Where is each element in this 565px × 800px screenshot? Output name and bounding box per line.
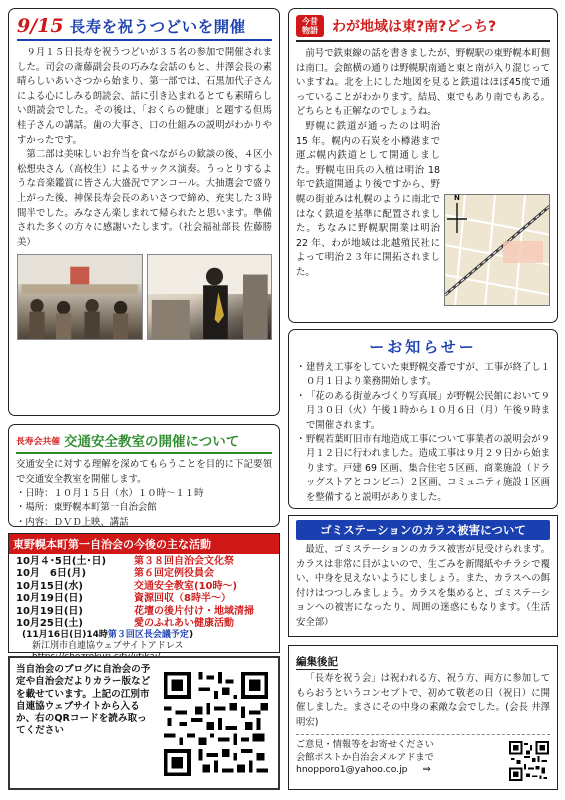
schedule-row — [16, 581, 272, 593]
notice-text: 「花のある街並みづくり写真展」が野幌公民館において９月３０日（火）午後１時から１０月６日（月）午後９時まで開催されます。 — [306, 390, 550, 431]
article-history-badge: 今昔物語 — [296, 15, 324, 37]
article-schedule — [8, 533, 280, 653]
schedule-event: 愛のふれあい健康活動 — [134, 618, 234, 630]
schedule-date: 10月19日(日) — [16, 605, 83, 617]
article-longevity-date: 9/15 — [17, 15, 64, 37]
blog-text: 当自治会のブログに自治会の予定や自治会だよりカラー版などを載せています。上記の江別市自連協ウェブサイトから入るか、右のQRコードを読み取ってください — [16, 664, 151, 737]
article-history-title: わが地域は東?南?どっち? — [332, 19, 497, 35]
schedule-date: 10月19日(日) — [16, 593, 83, 605]
article-traffic-header — [16, 430, 272, 454]
schedule-note-highlight: 第３回区長会議予定 — [107, 630, 189, 641]
notice-bullet: ・ — [296, 390, 306, 402]
saxophone-performance-photo — [147, 254, 273, 340]
notice-text: 建替え工事をしていた東野幌交番ですが、工事が終了し１０月１日より業務開始します。 — [306, 362, 550, 388]
article-traffic-item-date: ・日時：１０月１５日（水）１０時～１１時 — [16, 488, 204, 500]
article-garbage-title: ゴミステーションのカラス被害について — [296, 520, 550, 540]
article-traffic-item-place: ・場所：東野幌本町第一自治会館 — [16, 502, 157, 514]
reading-event-photo — [17, 254, 143, 340]
contact-qr-code-icon[interactable] — [509, 741, 549, 781]
editor-divider — [296, 734, 550, 735]
article-garbage-crows — [288, 515, 558, 637]
notice-item — [296, 390, 550, 433]
article-longevity-title: 長寿を祝うつどいを開催 — [69, 18, 246, 36]
article-notices — [288, 329, 558, 509]
article-traffic-intro: 交通安全に対する理解を深めてもらうことを目的に下記要領で交通安全教室を開催します。 — [16, 459, 272, 485]
article-garbage-body: 最近、ゴミステーションのカラス被害が見受けられます。カラスは非常に目がよいので、生ごみを新聞紙やチラシで覆い、中身を見えないようにしましょう。また、カラスへの餌付けはつつしみましょう。カラスを集めると、ゴミステーションへの被害になったり、周囲の迷惑にもなります。（生活安全部） — [296, 544, 550, 628]
article-history-body — [296, 47, 550, 281]
editor-contact-line-2: 会館ポストか自治会メルアドまで — [296, 751, 434, 763]
schedule-event: 交通安全教室(10時～) — [134, 580, 238, 592]
notice-text: 野幌若葉町旧市有地造成工事について事業者の説明会が９月１２日に行われました。造成工事は９月２９日から始まります。戸建 69 区画、集合住宅５区画、商業施設（ドラッグストアとコンビニ）２区画、コミュニティ施設１区画を整備すると説明がありました。 — [306, 434, 550, 503]
notices-title: ーお知らせー — [369, 338, 477, 356]
blog-qr-code-icon[interactable] — [160, 668, 272, 780]
schedule-date: 10月25日(土) — [16, 618, 83, 630]
schedule-date: 10月 6日(月) — [16, 568, 87, 580]
article-longevity-paragraph-2: 第二部は美味しいお弁当を食べながらの歓談の後、４区小松想央さん（高校生）によるサックス演奏。うっとりするような音楽鑑賞に皆さん大盛況でアンコール。大抽選会で盛り上がった後、神保長寿会長のあいさつで締め、充実した３時間半でした。みなさん楽しまれて帰られたと思います。準備された多くの方々に感謝いたします。（社会福祉部長 佐藤勝美） — [17, 149, 272, 248]
railway-map-image — [444, 194, 550, 306]
editor-body: 「長寿を祝う会」は祝われる方、祝う方、両方に参加してもらおうというコンセプトで、初めて敬老の日（祝日）に開催しました。まさにその中身の素敵な会でした。(会長 井澤明宏) — [296, 673, 550, 728]
arrow-right-icon: ⇒ — [422, 764, 431, 776]
article-history — [288, 8, 558, 323]
article-longevity-header — [17, 15, 272, 41]
schedule-event: 花壇の後片付け・地域清掃 — [134, 605, 254, 617]
map-compass-label: N — [454, 194, 460, 202]
notice-bullet: ・ — [296, 434, 306, 446]
article-history-header — [296, 15, 550, 42]
article-traffic-item-content: ・内容：ＤＶＤ上映、講話 — [16, 516, 129, 528]
schedule-row — [16, 556, 272, 568]
article-longevity — [8, 8, 280, 416]
article-blog — [8, 656, 280, 790]
schedule-date: 10月15日(水) — [16, 580, 83, 592]
article-history-paragraph-2-text: 野幌に鉄道が通ったのは明治 15 年。幌内の石炭を小樽港まで運ぶ幌内鉄道として開通しました。野幌屯田兵の入植は明治 18 年で鉄道開通より後ですから、野幌の街並みは札幌のように南北ではなく鉄道を基準に配置されました。ちなみに野幌駅開業は明治 22 年、わが地域は北越殖民社によって明治２３年に開拓されました。 — [296, 120, 440, 278]
schedule-event: 第３８回自治会文化祭 — [134, 556, 234, 567]
article-traffic-safety — [8, 424, 280, 527]
article-traffic-tag: 長寿会共催 — [16, 436, 60, 447]
schedule-note-prefix: (11月16日(日)14時 — [22, 630, 108, 641]
notice-item — [296, 361, 550, 390]
editor-email-link[interactable]: hnopporo1@yahoo.co.jp — [296, 764, 408, 776]
schedule-title: 東野幌本町第一自治会の今後の主な活動 — [9, 534, 279, 554]
schedule-row — [16, 593, 272, 605]
website-label: 新江別市自連協ウェブサイトアドレス — [32, 641, 184, 652]
article-history-paragraph-1: 前号で鉄東線の話を書きましたが、野幌駅の東野幌本町側は南口。会館横の通りは野幌駅南通と東と南が入り混じっていますね。北を上にした地図を見ると鉄道はほぼ45度で通っていることがわかります。結局、東でもあり南でもある。どちらとも正解なのでしょうね。 — [296, 48, 550, 118]
editor-contact-line-1: ご意見・情報等をお寄せください — [296, 739, 434, 751]
schedule-row — [16, 568, 272, 580]
article-traffic-title: 交通安全教室の開催について — [64, 434, 240, 450]
article-longevity-photos — [17, 254, 272, 340]
notice-item — [296, 433, 550, 505]
schedule-row — [16, 618, 272, 630]
schedule-event: 資源回収（8時半～） — [134, 593, 231, 605]
schedule-note — [22, 630, 272, 641]
notice-bullet: ・ — [296, 362, 306, 373]
editor-title: 編集後記 — [296, 656, 338, 668]
schedule-row — [16, 606, 272, 618]
schedule-event: 第６回定例役員会 — [134, 568, 214, 580]
schedule-date: 10月４･5日(土･日) — [16, 556, 107, 567]
article-editor-note — [288, 645, 558, 790]
article-longevity-paragraph-1: ９月１５日長寿を祝うつどいが３５名の参加で開催されました。司会の斎藤副会長の巧みな会話のもと、井澤会長の素晴らしいあいさつから始まり、第一部では、石黒加代子さんによる心にしみる朗読会、話に引き込まれるとても素晴らしい朗読会でした。その後は、「おくらの健康」と題する但馬桂子さんの講話。歯の大事さ、口の仕組みの説明がわかりやすかったです。 — [17, 47, 272, 146]
schedule-note-suffix: ) — [188, 630, 194, 641]
